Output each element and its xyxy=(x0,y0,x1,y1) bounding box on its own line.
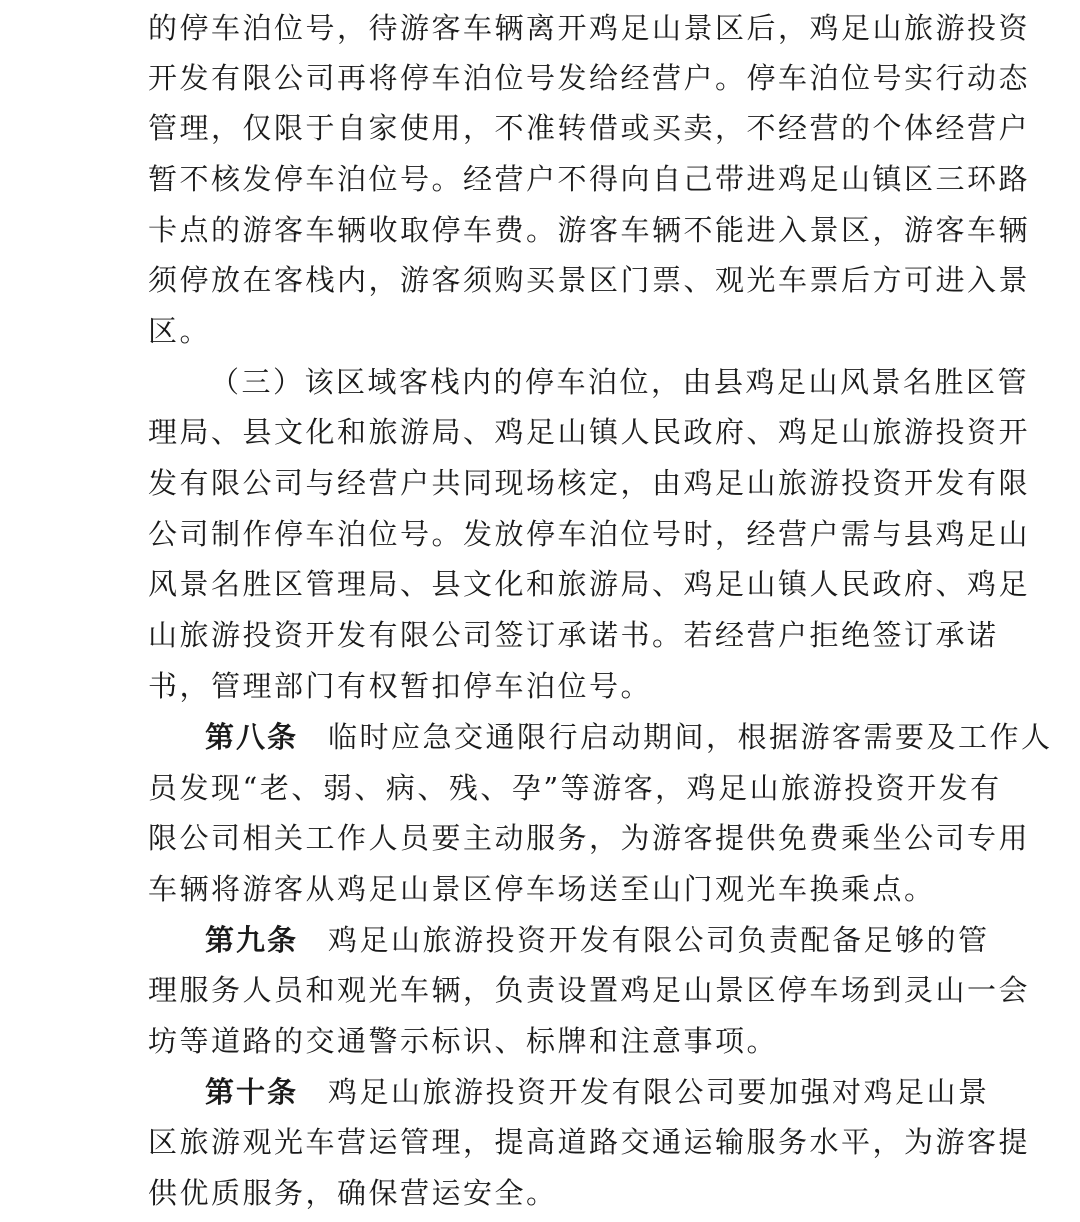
text-line: 的停车泊位号，待游客车辆离开鸡足山景区后，鸡足山旅游投资 xyxy=(148,11,1031,45)
text-line: 须停放在客栈内，游客须购买景区门票、观光车票后方可进入景 xyxy=(148,263,1031,297)
article-9-text: 鸡足山旅游投资开发有限公司负责配备足够的管 xyxy=(328,923,990,957)
text-line: 区。 xyxy=(148,314,212,348)
text-line: 车辆将游客从鸡足山景区停车场送至山门观光车换乘点。 xyxy=(148,872,936,906)
article-8-first-line xyxy=(205,711,1053,763)
text-line: 区旅游观光车营运管理，提高道路交通运输服务水平，为游客提 xyxy=(148,1125,1031,1159)
text-line: 风景名胜区管理局、县文化和旅游局、鸡足山镇人民政府、鸡足 xyxy=(148,567,1031,601)
text-line: （三）该区域客栈内的停车泊位，由县鸡足山风景名胜区管 xyxy=(210,365,1030,399)
text-line: 供优质服务，确保营运安全。 xyxy=(148,1176,558,1210)
text-line: 发有限公司与经营户共同现场核定，由鸡足山旅游投资开发有限 xyxy=(148,466,1031,500)
text-line: 理服务人员和观光车辆，负责设置鸡足山景区停车场到灵山一会 xyxy=(148,973,1031,1007)
text-line: 公司制作停车泊位号。发放停车泊位号时，经营户需与县鸡足山 xyxy=(148,517,1031,551)
text-line: 书，管理部门有权暂扣停车泊位号。 xyxy=(148,669,653,703)
text-line: 暂不核发停车泊位号。经营户不得向自己带进鸡足山镇区三环路 xyxy=(148,162,1031,196)
text-line: 卡点的游客车辆收取停车费。游客车辆不能进入景区，游客车辆 xyxy=(148,213,1031,247)
text-line: 开发有限公司再将停车泊位号发给经营户。停车泊位号实行动态 xyxy=(148,61,1031,95)
text-line: 理局、县文化和旅游局、鸡足山镇人民政府、鸡足山旅游投资开 xyxy=(148,415,1031,449)
article-8-text: 临时应急交通限行启动期间，根据游客需要及工作人 xyxy=(328,720,1053,754)
text-line: 坊等道路的交通警示标识、标牌和注意事项。 xyxy=(148,1024,779,1058)
text-line: 山旅游投资开发有限公司签订承诺书。若经营户拒绝签订承诺 xyxy=(148,618,999,652)
article-10-first-line xyxy=(205,1066,990,1118)
text-line: 员发现“老、弱、病、残、孕”等游客，鸡足山旅游投资开发有 xyxy=(148,771,1002,805)
article-9-heading: 第九条 xyxy=(205,923,299,957)
text-line: 管理，仅限于自家使用，不准转借或买卖，不经营的个体经营户 xyxy=(148,111,1031,145)
article-9-first-line xyxy=(205,914,990,966)
article-10-heading: 第十条 xyxy=(205,1075,299,1109)
article-8-heading: 第八条 xyxy=(205,720,299,754)
article-10-text: 鸡足山旅游投资开发有限公司要加强对鸡足山景 xyxy=(328,1075,990,1109)
text-line: 限公司相关工作人员要主动服务，为游客提供免费乘坐公司专用 xyxy=(148,821,1031,855)
